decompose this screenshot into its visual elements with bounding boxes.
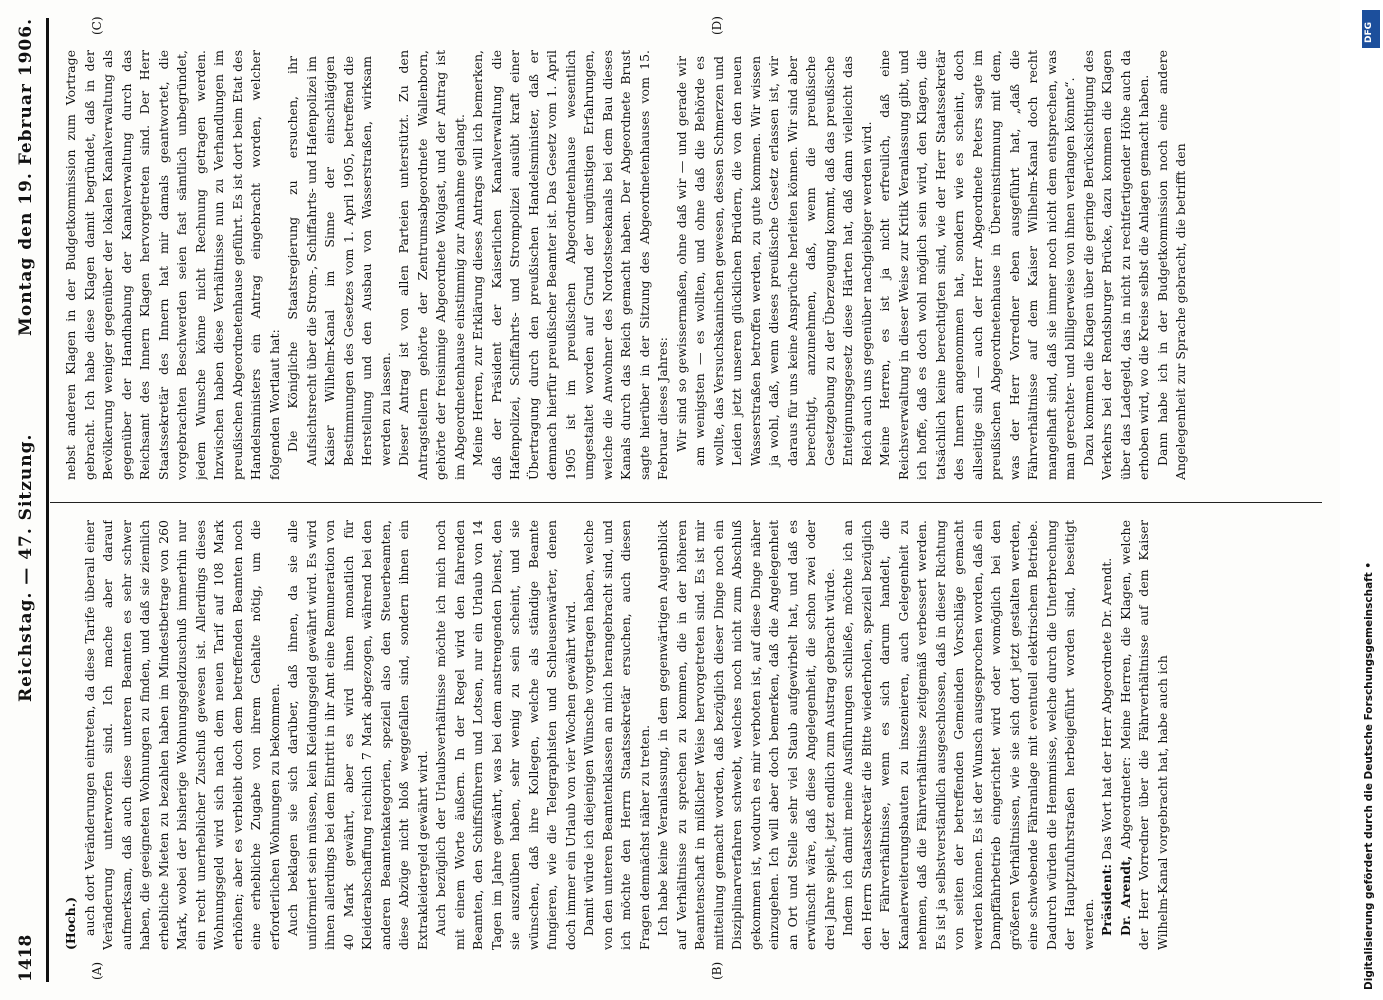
session-date: Montag den 19. Februar 1906.: [16, 18, 36, 336]
quoted-motion: Die Königliche Staatsregierung zu ersuchen, ihr Aufsichtsrecht über die Strom-, Schiffahrts- und Hafenpolizei im Kaiser Wilhelm-Kanal im Sinne der einschlägigen Bestimmungen des Gesetzes vom 1. April 1905, betreffend die Herstellung und den Ausbau von Wasserstraßen, wirksam werden zu lassen.: [285, 56, 393, 466]
page-number: 1418: [16, 934, 36, 982]
president-text: Das Wort hat der Herr Abgeordnete Dr. Arendt.: [1099, 557, 1114, 860]
paragraph: Dieser Antrag ist von allen Parteien unterstützt. Zu den Antragstellern gehörte der Zentrumsabgeordnete Wallenborn, gehörte der freisinnige Abgeordnete Wolgast, und der Antrag ist im Abgeordnetenhause einstimmig zur Annahme gelangt.: [396, 50, 467, 480]
digitization-credit: [1361, 10, 1381, 990]
speaker-tag: (Hoch.): [63, 896, 78, 950]
paragraph: Dann habe ich in der Budgetkommission noch eine andere Angelegenheit zur Sprache gebracht, die betrifft den: [1154, 50, 1188, 480]
margin-mark-c: (C): [90, 16, 104, 35]
margin-mark-a: (A): [90, 961, 104, 980]
dfg-logo-text: DFG: [1364, 21, 1374, 43]
paragraph: Meine Herren, zur Erklärung dieses Antrags will ich bemerken, daß der Präsident der Kaiserlichen Kanalverwaltung die Hafenpolizei, Schiffahrts- und Strompolizei ausübt kraft einer Übertragung durch den preußischen Handelsminister, daß er demnach hierfür preußischer Beamter ist. Das Gesetz vom 1. April 1905 ist im preußischen Abgeordnetenhause wesentlich umgestaltet worden auf Grund der ungünstigen Erfahrungen, welche die Anwohner des Nordostseekanals bei dem Bau dieses Kanals durch das Reich gemacht haben. Der Abgeordnete Brust sagte hierüber in der Sitzung des Abgeordnetenhauses vom 15. Februar dieses Jahres:: [470, 50, 670, 480]
paragraph: Auch beklagen sie sich darüber, daß ihnen, da sie alle uniformiert sein müssen, kein Kleidungsgeld gewährt wird. Es wird ihnen allerdings bei dem Eintritt in ihr Amt eine Remuneration von 40 Mark gewährt, aber es wird ihnen monatlich für Kleiderabschaffung reichlich 7 Mark abgezogen, während bei den anderen Beamtenkategorien, speziell also den Steuerbeamten, diese Abzüge nicht bloß weggefallen sind, sondern ihnen ein Extrakleidergeld gewährt wird.: [285, 520, 430, 950]
paragraph: Indem ich damit meine Ausführungen schließe, möchte ich an den Herrn Staatssekretär die Bitte wiederholen, speziell bezüglich der Fährverhältnisse, wenn es sich darum handelt, die Kanalerweiterungsbauten zu inszenieren, auch Gelegenheit zu nehmen, daß die Fährverhältnisse zeitgemäß verbessert werden. Es ist ja selbstverständlich ausgeschlossen, daß in dieser Richtung von seiten der betreffenden Gemeinden Vorschläge gemacht werden können. Es ist der Wunsch ausgesprochen worden, daß ein Dampffährbetrieb eingerichtet wird oder womöglich bei den größeren Verhältnissen, wie sie sich dort jetzt gestalten werden, eine schwebende Fähranlage mit eventuell elektrischem Betriebe. Dadurch würden die Hemmnisse, welche durch die Unterbrechung der Hauptzufuhrstraßen herbeigeführt worden sind, beseitigt werden.: [840, 520, 1096, 950]
quoted-speech: Wir sind so gewissermaßen, ohne daß wir — und gerade wir am wenigsten — es wollten, und ohne daß die Behörde es wollte, das Versuchskaninchen gewesen, dessen Schmerzen und Leiden jetzt unseren glücklichen Brüdern, die von den neuen Wasserstraßen betroffen werden, zu gute kommen. Wir wissen ja wohl, daß, wenn dieses preußische Gesetz erlassen ist, wir daraus für uns keine Ansprüche herleiten können. Wir sind aber berechtigt, anzunehmen, daß, wenn die preußische Gesetzgebung zu der Überzeugung kommt, daß das preußische Enteignungsgesetz diese Härten hat, daß dann vielleicht das Reich auch uns gegenüber nachgiebiger werden wird.: [673, 56, 874, 466]
paragraph: Ich habe keine Veranlassung, in dem gegenwärtigen Augenblick auf Verhältnisse zu sprechen zu kommen, die in der höheren Beamtenschaft in mißlicher Weise hervorgetreten sind. Es ist mir mitteilung gemacht worden, daß bezüglich dieser Dinge noch ein Disziplinarverfahren schwebt, welches noch nicht zum Abschluß gekommen ist, wodurch es mir verboten ist, auf diese Dinge näher einzugehen. Ich will aber doch bemerken, daß die Angelegenheit an Ort und Stelle sehr viel Staub aufgewirbelt hat, und daß es erwünscht wäre, daß diese Angelegenheit, die schon zwei oder drei Jahre spielt, jetzt endlich zum Austrag gebracht würde.: [655, 520, 837, 950]
paragraph: Damit würde ich diejenigen Wünsche vorgetragen haben, welche von den unteren Beamtenklassen an mich herangebracht sind, und ich möchte den Herrn Staatssekretär ersuchen, auch diesen Fragen demnächst näher zu treten.: [581, 520, 652, 950]
paragraph: nebst anderen Klagen in der Budgetkommission zum Vortrage gebracht. Ich habe diese Klagen damit begründet, daß in der Bevölkerung weniger gegenüber der lokalen Kanalverwaltung als gegenüber der Handhabung der Kanalverwaltung durch das Reichsamt des Innern Klagen hervorgetreten sind. Der Herr Staatssekretär des Innern hat mir damals geantwortet, die vorgebrachten Beschwerden seien fast sämtlich unbegründet, jedem Wunsche könne nicht Rechnung getragen werden. Inzwischen haben diese Verhältnisse nun zu Verhandlungen im preußischen Abgeordnetenhause geführt. Es ist dort beim Etat des Handelsministers ein Antrag eingebracht worden, welcher folgenden Wortlaut hat:: [63, 50, 282, 480]
session-title: Reichstag. — 47. Sitzung.: [16, 433, 36, 702]
paragraph: Meine Herren, es ist ja nicht erfreulich, daß eine Reichsverwaltung in dieser Weise zur Kritik Veranlassung gibt, und ich hoffe, daß es doch wohl möglich sein wird, den Klagen, die tatsächlich keine berechtigten sind, wie der Herr Staatssekretär des Innern angenommen hat, sondern wie es scheint, doch allseitige sind — auch der Herr Abgeordnete Peters sagte im preußischen Abgeordnetenhause in Übereinstimmung mit dem, was der Herr Vorredner eben ausgeführt hat, „daß die Fährverhältnisse auf dem Kaiser Wilhelm-Kanal doch recht mangelhaft sind, daß sie immer noch nicht dem entsprechen, was man gerechter- und billigerweise von ihnen verlangen könnte“.: [877, 50, 1077, 480]
president-remark: [1098, 520, 1117, 950]
left-column: [62, 520, 1312, 950]
margin-mark-b: (B): [710, 961, 724, 980]
column-divider: [50, 502, 1322, 503]
credit-text: Digitalisierung gefördert durch die Deutsche Forschungsgemeinschaft •: [1363, 561, 1375, 990]
running-head: [8, 18, 49, 982]
speaker-arendt: Dr. Arendt,: [1117, 855, 1133, 936]
arendt-text: Abgeordneter: Meine Herren, die Klagen, welche der Herr Vorredner über die Fährverhältnisse auf dem Kaiser Wilhelm-Kanal vorgebracht hat, habe auch ich: [1117, 520, 1170, 950]
right-column: [62, 50, 1312, 480]
paragraph: Auch bezüglich der Urlaubsverhältnisse möchte ich mich noch mit einem Worte äußern. In der Regel wird den fahrenden Beamten, den Schiffsführern und Lotsen, nur ein Urlaub von 14 Tagen im Jahre gewährt, was bei dem anstrengenden Dienst, den sie auszuüben haben, sehr wenig zu sein scheint, und sie wünschen, daß ihre Kollegen, welche als ständige Beamte fungieren, wie die Telegraphisten und Schleusenwärter, denen doch immer ein Urlaub von vier Wochen gewährt wird.: [433, 520, 578, 950]
arendt-speech: [1117, 520, 1173, 950]
margin-mark-d: (D): [710, 16, 724, 35]
paragraph: Dazu kommen die Klagen über die geringe Berücksichtigung des Verkehrs bei der Rendsburger Brücke, dazu kommen die Klagen über das Ladegeld, das in nicht zu rechtfertigender Höhe auch da erhoben wird, wo die Kreise selbst die Anlagen gemacht haben.: [1080, 50, 1151, 480]
paragraph: auch dort Veränderungen eintreten, da diese Tarife überall einer Veränderung unterworfen sind. Ich mache aber darauf aufmerksam, daß auch diese unteren Beamten es sehr schwer haben, die geeigneten Wohnungen zu finden, und daß sie ziemlich erhebliche Mieten zu bezahlen haben im Mindestbetrage von 260 Mark, wobei der bisherige Wohnungsgeldzuschuß immerhin nur ein recht unerheblicher Zuschuß gewesen ist. Allerdings dieses Wohnungsgeld wird sich nach dem neuen Tarif auf 108 Mark erhöhen; aber es verbleibt doch dem betreffenden Beamten noch eine erhebliche Zugabe von ihrem Gehalte nötig, um die erforderlichen Wohnungen zu bekommen.: [81, 520, 282, 950]
speaker-president: Präsident:: [1099, 863, 1114, 936]
